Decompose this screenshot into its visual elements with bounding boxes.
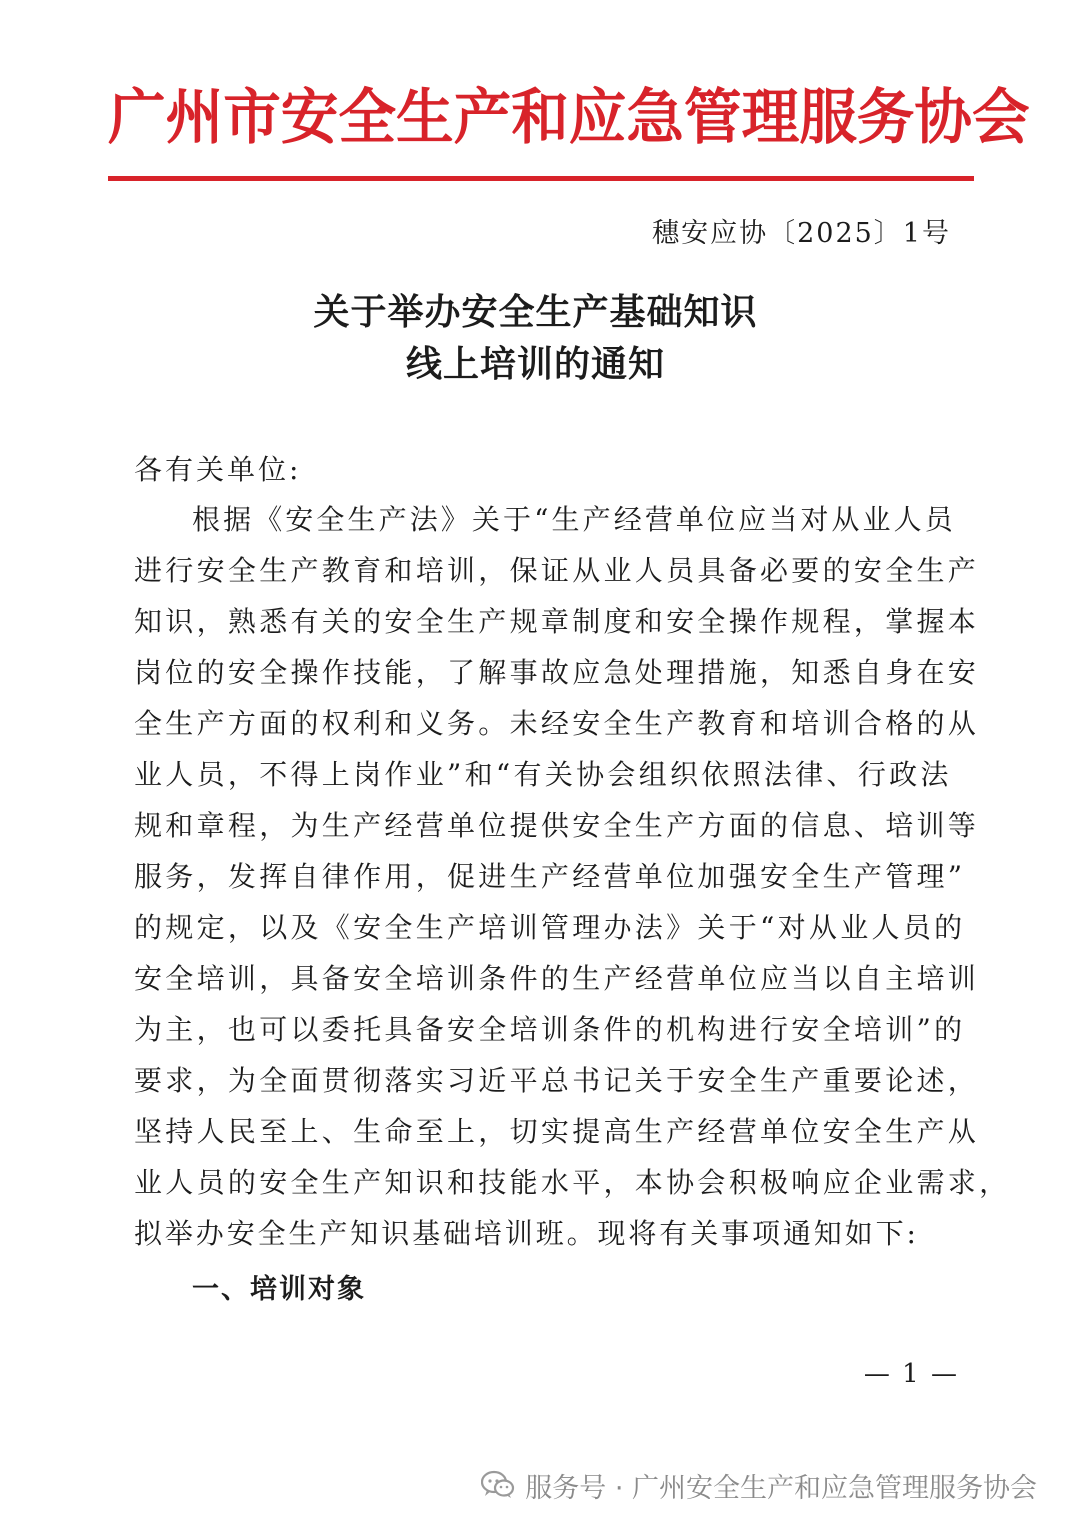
organization-header: 广州市安全生产和应急管理服务协会 bbox=[108, 83, 1030, 153]
body-line: 岗位的安全操作技能，了解事故应急处理措施，知悉自身在安 bbox=[134, 656, 980, 689]
watermark-text: 服务号 · 广州安全生产和应急管理服务协会 bbox=[525, 1472, 1037, 1504]
body-line: 业人员，不得上岗作业”和“有关协会组织依照法律、行政法 bbox=[134, 758, 952, 791]
body-line: 业人员的安全生产知识和技能水平，本协会积极响应企业需求， bbox=[134, 1166, 1011, 1199]
body-line: 要求，为全面贯彻落实习近平总书记关于安全生产重要论述， bbox=[134, 1064, 980, 1097]
body-line: 根据《安全生产法》关于“生产经营单位应当对从业人员 bbox=[192, 503, 956, 536]
body-line: 为主，也可以委托具备安全培训条件的机构进行安全培训”的 bbox=[134, 1013, 966, 1046]
document-title-line-2: 线上培训的通知 bbox=[405, 343, 665, 385]
body-line: 拟举办安全生产知识基础培训班。现将有关事项通知如下: bbox=[134, 1217, 919, 1250]
header-red-rule bbox=[108, 176, 974, 181]
body-line: 服务，发挥自律作用，促进生产经营单位加强安全生产管理” bbox=[134, 860, 966, 893]
document-number: 穗安应协〔2025〕1号 bbox=[652, 218, 951, 249]
page-number: — 1 — bbox=[863, 1359, 959, 1389]
body-line: 坚持人民至上、生命至上，切实提高生产经营单位安全生产从 bbox=[134, 1115, 980, 1148]
body-line: 知识，熟悉有关的安全生产规章制度和安全操作规程，掌握本 bbox=[134, 605, 980, 638]
salutation: 各有关单位: bbox=[134, 453, 302, 486]
body-line: 的规定，以及《安全生产培训管理办法》关于“对从业人员的 bbox=[134, 911, 966, 944]
body-line: 进行安全生产教育和培训，保证从业人员具备必要的安全生产 bbox=[134, 554, 980, 587]
document-title-line-1: 关于举办安全生产基础知识 bbox=[313, 291, 758, 333]
wechat-icon bbox=[481, 1470, 515, 1500]
section-heading: 一、培训对象 bbox=[192, 1274, 366, 1305]
footer-watermark bbox=[481, 1460, 1037, 1510]
body-line: 全生产方面的权利和义务。未经安全生产教育和培训合格的从 bbox=[134, 707, 980, 740]
body-line: 规和章程，为生产经营单位提供安全生产方面的信息、培训等 bbox=[134, 809, 980, 842]
body-line: 安全培训，具备安全培训条件的生产经营单位应当以自主培训 bbox=[134, 962, 980, 995]
